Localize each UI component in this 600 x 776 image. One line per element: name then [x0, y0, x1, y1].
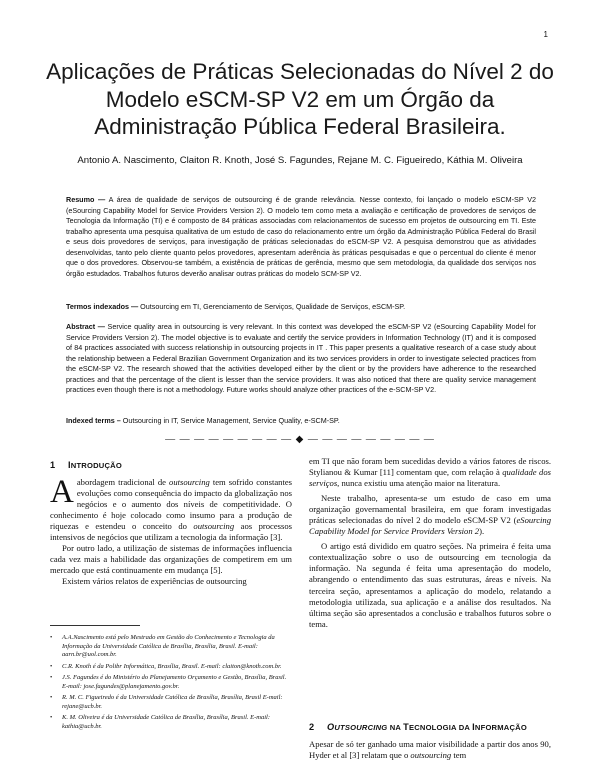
text-run: ).	[479, 526, 485, 537]
text-run: Apesar de só ter ganhado uma maior visibilidade a partir dos anos 90, Hyder et al [3] relatam que o	[309, 739, 551, 761]
text-run: abordagem tradicional de	[76, 477, 170, 488]
page-number: 1	[543, 30, 548, 39]
heading-text: NA	[387, 723, 404, 732]
footnote-item	[50, 694, 292, 711]
text-run: em TI que não foram bem sucedidas devido a vários fatores de riscos. Stylianou & Kumar [11] comentam que, com relação à	[309, 456, 551, 478]
footnote-item	[50, 674, 292, 691]
section-1-number: 1	[50, 460, 56, 470]
termos-text: Outsourcing em TI, Gerenciamento de Serviços, Qualidade de Serviços, eSCM-SP.	[140, 302, 406, 311]
text-run: tem sofrido constantes evoluções como consequência do impacto da globalização nos negócios e o aumento dos níveis de competitividade. O conhecimento é hoje colocado como insumo para a produção de riquezas e estendeu o conceito do	[50, 477, 292, 532]
drop-cap: A	[50, 474, 74, 511]
index-terms-text: Outsourcing in IT, Service Management, Service Quality, e-SCM-SP.	[122, 416, 340, 425]
section-1-title-first: I	[68, 460, 71, 470]
text-run: tem	[451, 750, 467, 761]
section-separator: — — — — — — — — — ◆ — — — — — — — — —	[165, 434, 435, 445]
abstract-block	[66, 322, 536, 396]
heading-text: O	[327, 722, 335, 732]
emphasis: eSourcing Capability Model for Service Providers Version 2	[309, 515, 551, 537]
bullet: •	[50, 714, 53, 722]
index-terms-label: Indexed terms –	[66, 416, 121, 425]
section-1-paragraph-2: Por outro lado, a utilização de sistemas de informações influencia cada vez mais a habilidade das organizações de competirem em um mercado que está continuamente em mudança [5].	[50, 543, 292, 576]
heading-text: NFORMAÇÃO	[474, 723, 527, 732]
emphasis: outsourcing	[410, 750, 452, 761]
footnote-text: A.A.Nascimento está pelo Mestrado em Gestão do Conhecimento e Tecnologia da Informação da Universidade Católica de Brasília, Brasília, Brasil. E-mail: aarn.br@uol.com.br.	[62, 634, 275, 659]
termos-block	[66, 302, 536, 313]
footnote-item	[50, 634, 292, 660]
right-paragraph-3: O artigo está dividido em quatro seções. Na primeira é feita uma contextualização sobre o uso de outsourcing em tecnologia da informação. Na segunda é feita uma apresentação do modelo, abrangendo o entendimento das suas estruturas, áreas e níveis. Na terceira seção, apresentamos a aplicação do modelo, relatando a metodologia utilizada, sua aplicação e a análise dos resultados. Na última seção são apresentados a conclusão e trabalhos futuros sobre o tema.	[309, 541, 551, 629]
resumo-text: A área de qualidade de serviços de outsourcing é de grande relevância. Nesse contexto, foi lançado o modelo eSCM-SP V2 (eSourcing Capability Model for Service Providers Version 2). O modelo tem como meta a avaliação e certificação de provedores de serviços de Tecnologia da Informação (TI) e é composto de 84 práticas associadas com relacionamentos de sucesso em projetos de outsourcing em TI. Este trabalho apresenta uma pesquisa qualitativa de um estudo de caso do relacionamento entre um órgão da Administração Pública Federal do Brasil e seus dois provedores de serviços, para investigação de práticas selecionadas do eSCM-SP V2. A pesquisa demonstrou que as atividades desenvolvidas, tanto pelo cliente quanto pelos provedores, apresentam aderência às práticas pesquisadas e que o percentual do cliente é menor que o dos provedores. Observou-se também, a existência de práticas de gerência, mesmo que sem metodologia, da qualidade dos serviços nos órgão estudados. Trabalhos futuros deverão analisar outras práticas do modelo SCM-SP V2.	[66, 195, 536, 278]
termos-label: Termos indexados —	[66, 302, 139, 311]
left-column	[50, 460, 292, 588]
bullet: •	[50, 662, 53, 670]
footnote-item	[50, 714, 292, 731]
text-run: , nunca existiu uma atenção maior na literatura.	[337, 478, 501, 489]
footnote-text: J.S. Fagundes é do Ministério do Planejamento Orçamento e Gestão, Brasília, Brasil. E-mail: jose.fagundes@planejamento.gov.br.	[62, 674, 287, 690]
right-column	[309, 456, 551, 630]
text-run: Neste trabalho, apresenta-se um estudo de caso em uma organização governamental brasileira, em que foram investigadas práticas selecionadas do nível 2 do modelo eSCM-SP V2 (	[309, 493, 551, 526]
emphasis: outsourcing	[193, 521, 235, 532]
emphasis: qualidade dos serviços	[309, 467, 551, 489]
section-2-number: 2	[309, 722, 315, 732]
index-terms-block	[66, 416, 536, 427]
text-run: aos processos intensivos de negócios que utilizam a tecnologia da informação [3].	[50, 521, 292, 543]
emphasis: outsourcing	[169, 477, 210, 488]
bullet: •	[50, 674, 53, 682]
bullet: •	[50, 634, 53, 641]
section-2-heading	[309, 722, 551, 733]
author-list: Antonio A. Nascimento, Claiton R. Knoth, José S. Fagundes, Rejane M. C. Figueiredo, Káthia M. Oliveira	[77, 155, 523, 166]
heading-text: UTSOURCING	[334, 723, 388, 732]
resumo-label: Resumo —	[66, 195, 106, 204]
section-1-paragraph-1	[50, 474, 292, 543]
footnote-text: C.R. Knoth é da Polibr Informática, Brasília, Brasil. E-mail: claiton@knoth.com.br.	[62, 662, 282, 670]
heading-text: I	[472, 722, 475, 732]
footnote-item	[50, 663, 292, 672]
right-paragraph-2	[309, 493, 551, 537]
paper-title: Aplicações de Práticas Selecionadas do Nível 2 do Modelo eSCM-SP V2 em um Órgão da Administração Pública Federal Brasileira.	[46, 59, 554, 139]
abstract-text: Service quality area in outsourcing is very relevant. In this context was developed the eSCM-SP V2 (eSourcing Capability Model for Service Providers Version 2). The model objective is to evaluate and certify the service providers in Information Technology (IT) and it is composed of 84 practices associated with success relationship in outsourcing projects in IT . This paper presents a qualitative research of a case study about the relationship between a Federal Brazilian Government Organization and its two services providers in order to investigate selected practices from the eSCM-SP V2. The research showed that the activities developed either by the client or by the providers have adherence to the researched practices and that the percentage of the client is lesser than the service providers. It was also noticed that there are quality service management practices even though there is not a methodology. Future works should analyze other practices of the e-SCM-SP V2.	[66, 322, 537, 395]
footnotes	[50, 634, 292, 734]
heading-text: T	[403, 722, 409, 732]
right-paragraph-1	[309, 456, 551, 489]
resumo-block	[66, 195, 536, 279]
abstract-label: Abstract —	[66, 322, 105, 331]
section-2-block	[309, 722, 551, 761]
footnote-text: K. M. Oliveira é da Universidade Católica de Brasília, Brasília, Brasil. E-mail: kathia@ucb.br.	[62, 714, 270, 730]
heading-text: ECNOLOGIA DA	[408, 723, 473, 732]
footnote-text: R. M. C. Figueiredo é da Universidade Católica de Brasília, Brasília, Brasil E-mail: rejane@ucb.br.	[62, 694, 283, 710]
bullet: •	[50, 694, 53, 702]
section-1-title-rest: NTRODUÇÃO	[70, 461, 122, 470]
footnote-rule	[50, 625, 140, 626]
section-1-heading	[50, 460, 292, 471]
section-2-paragraph-1	[309, 739, 551, 761]
section-1-paragraph-3: Existem vários relatos de experiências de outsourcing	[62, 576, 247, 587]
